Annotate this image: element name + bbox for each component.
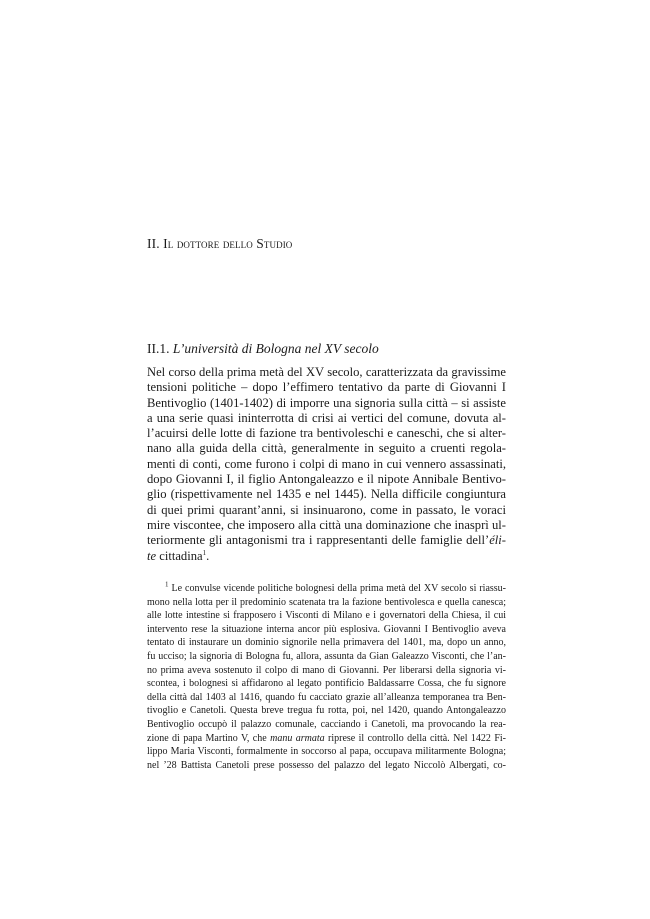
body-line <box>147 533 506 548</box>
body-line: Nel corso della prima metà del XV secolo, caratterizzata da gravissime <box>147 365 506 379</box>
footnote-line: no prima aveva sostenuto il colpo di mano di Giovanni. Per liberarsi della signoria vi- <box>147 664 506 676</box>
italic-phrase: manu armata <box>270 732 325 744</box>
footnote-line: fu ucciso; la signoria di Bologna fu, allora, assunta da Gian Galeazzo Visconti, che l’an- <box>147 650 506 662</box>
body-line: menti di conti, come furono i colpi di mano in cui vennero assassinati, <box>147 456 506 471</box>
footnote-marker: 1 <box>165 580 169 589</box>
section-heading <box>147 341 507 357</box>
section-title: L’università di Bologna nel XV secolo <box>172 341 379 356</box>
body-line: l’acuirsi delle lotte di fazione tra bentivoleschi e caneschi, che si alter- <box>147 426 506 441</box>
footnote-text: zione di papa Martino V, che <box>147 732 271 744</box>
body-line: a una serie quasi ininterrotta di crisi ai vertici del comune, dovuta al- <box>147 410 506 425</box>
footnote-text: Le convulse vicende politiche bolognesi della prima metà del XV secolo si riassu- <box>171 583 506 594</box>
footnote-line: scontea, i bolognesi si affidarono al legato pontificio Baldassarre Cossa, che fu signore <box>147 678 506 690</box>
body-paragraph <box>147 365 506 564</box>
body-line: mire viscontee, che imposero alla città una dominazione che inasprì ul- <box>147 517 506 532</box>
footnote-line: tentato di instaurare un dominio signorile nella primavera del 1401, ma, dopo un anno, <box>147 637 506 649</box>
body-line-text: cittadina <box>156 548 203 563</box>
footnote-line: lippo Maria Visconti, formalmente in soccorso al papa, occupava militarmente Bologna; <box>147 746 506 758</box>
footnote-line: della città dal 1403 al 1416, quando fu cacciato grazie all’alleanza temporanea tra Ben- <box>147 691 506 703</box>
body-line-last: te cittadina$^1$. <box>147 548 210 563</box>
section-number: II.1. <box>147 341 170 356</box>
chapter-number: II. <box>147 236 160 251</box>
footnote-line: alle lotte intestine si frapposero i Visconti di Milano e i governatori della Chiesa, il cui <box>147 610 506 622</box>
body-line: dopo Giovanni I, il figlio Antongaleazzo e il nipote Annibale Bentivo- <box>147 472 506 487</box>
chapter-heading <box>147 236 507 252</box>
footnote-reference[interactable]: 1 <box>202 548 207 557</box>
footnote-line: Bentivoglio occupò il palazzo comunale, cacciando i Canetoli, ma provocando la rea- <box>147 718 506 730</box>
footnote-line <box>147 732 506 746</box>
chapter-title: Il dottore dello Studio <box>163 236 293 251</box>
body-line: di quei primi quarant’anni, si insinuarono, come in passato, le voraci <box>147 502 506 517</box>
footnote-line: mono nella lotta per il predominio scatenata tra la fazione bentivolesca e quella canesca; <box>147 596 506 608</box>
footnote-line: nel ’28 Battista Canetoli prese possesso del palazzo del legato Niccolò Albergati, co- <box>147 759 506 771</box>
body-line: tensioni politiche – dopo l’effimero tentativo da parte di Giovanni I <box>147 380 506 395</box>
footnote-line: tivoglio e Canetoli. Questa breve tregua fu rotta, poi, nel 1420, quando Antongaleazzo <box>147 705 506 717</box>
body-line: nano alla guida della città, generalmente in seguito a cruenti regola- <box>147 441 506 456</box>
footnote-line <box>147 582 506 596</box>
italic-word: éli- <box>489 533 506 548</box>
body-line-text: teriormente gli antagonismi tra i rappresentanti delle famiglie dell’ <box>147 533 490 548</box>
footnote <box>147 582 506 772</box>
italic-word: te <box>147 548 157 563</box>
body-line: glio (rispettivamente nel 1435 e nel 1445). Nella difficile congiuntura <box>147 487 506 502</box>
footnote-text: riprese il controllo della città. Nel 1422 Fi- <box>324 732 506 744</box>
body-line: Bentivoglio (1401-1402) di imporre una signoria sulla città – si assiste <box>147 395 506 410</box>
footnote-line: intervento rese la situazione interna ancor più esplosiva. Giovanni I Bentivoglio aveva <box>147 623 506 635</box>
